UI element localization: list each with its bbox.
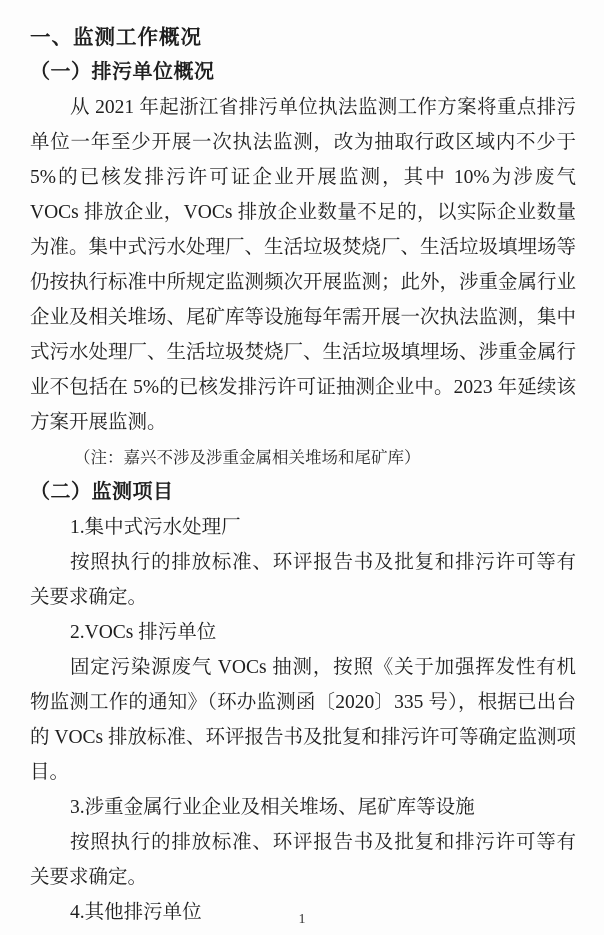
page-number: 1	[298, 912, 306, 927]
section-heading-monitoring-overview: 一、监测工作概况	[30, 26, 202, 49]
item-2-title: 2.VOCs 排污单位	[70, 622, 217, 643]
paragraph-polluting-units-overview: 从 2021 年起浙江省排污单位执法监测工作方案将重点排污单位一年至少开展一次执法监测，改为抽取行政区域内不少于 5%的已核发排污许可证企业开展监测，其中 10%为涉废气 VOCs 排放企业，VOCs 排放企业数量不足的，以实际企业数量为准。集中式污水处理厂、生活垃圾焚烧厂、生活垃圾填埋场等仍按执行标准中所规定监测频次开展监测；此外，涉重金属行业企业及相关堆场、尾矿库等设施每年需开展一次执法监测，集中式污水处理厂、生活垃圾焚烧厂、生活垃圾填埋场、涉重金属行业不包括在 5%的已核发排污许可证抽测企业中。2023 年延续该方案开展监测。	[30, 97, 577, 433]
item-3-title: 3.涉重金属行业企业及相关堆场、尾矿库等设施	[70, 797, 475, 818]
item-2-body: 固定污染源废气 VOCs 抽测，按照《关于加强挥发性有机物监测工作的通知》（环办监测函〔2020〕335 号），根据已出台的 VOCs 排放标准、环评报告书及批复和排污许可等确定监测项目。	[30, 657, 577, 783]
item-4-title: 4.其他排污单位	[70, 902, 202, 923]
item-3-body: 按照执行的排放标准、环评报告书及批复和排污许可等有关要求确定。	[30, 832, 576, 888]
item-1-body: 按照执行的排放标准、环评报告书及批复和排污许可等有关要求确定。	[30, 552, 576, 608]
subsection-heading-polluting-units: （一）排污单位概况	[30, 61, 215, 83]
subsection-heading-monitoring-items: （二）监测项目	[30, 481, 174, 503]
note-jiaxing-exclusion: （注：嘉兴不涉及涉重金属相关堆场和尾矿库）	[74, 448, 421, 467]
item-1-title: 1.集中式污水处理厂	[70, 517, 241, 538]
